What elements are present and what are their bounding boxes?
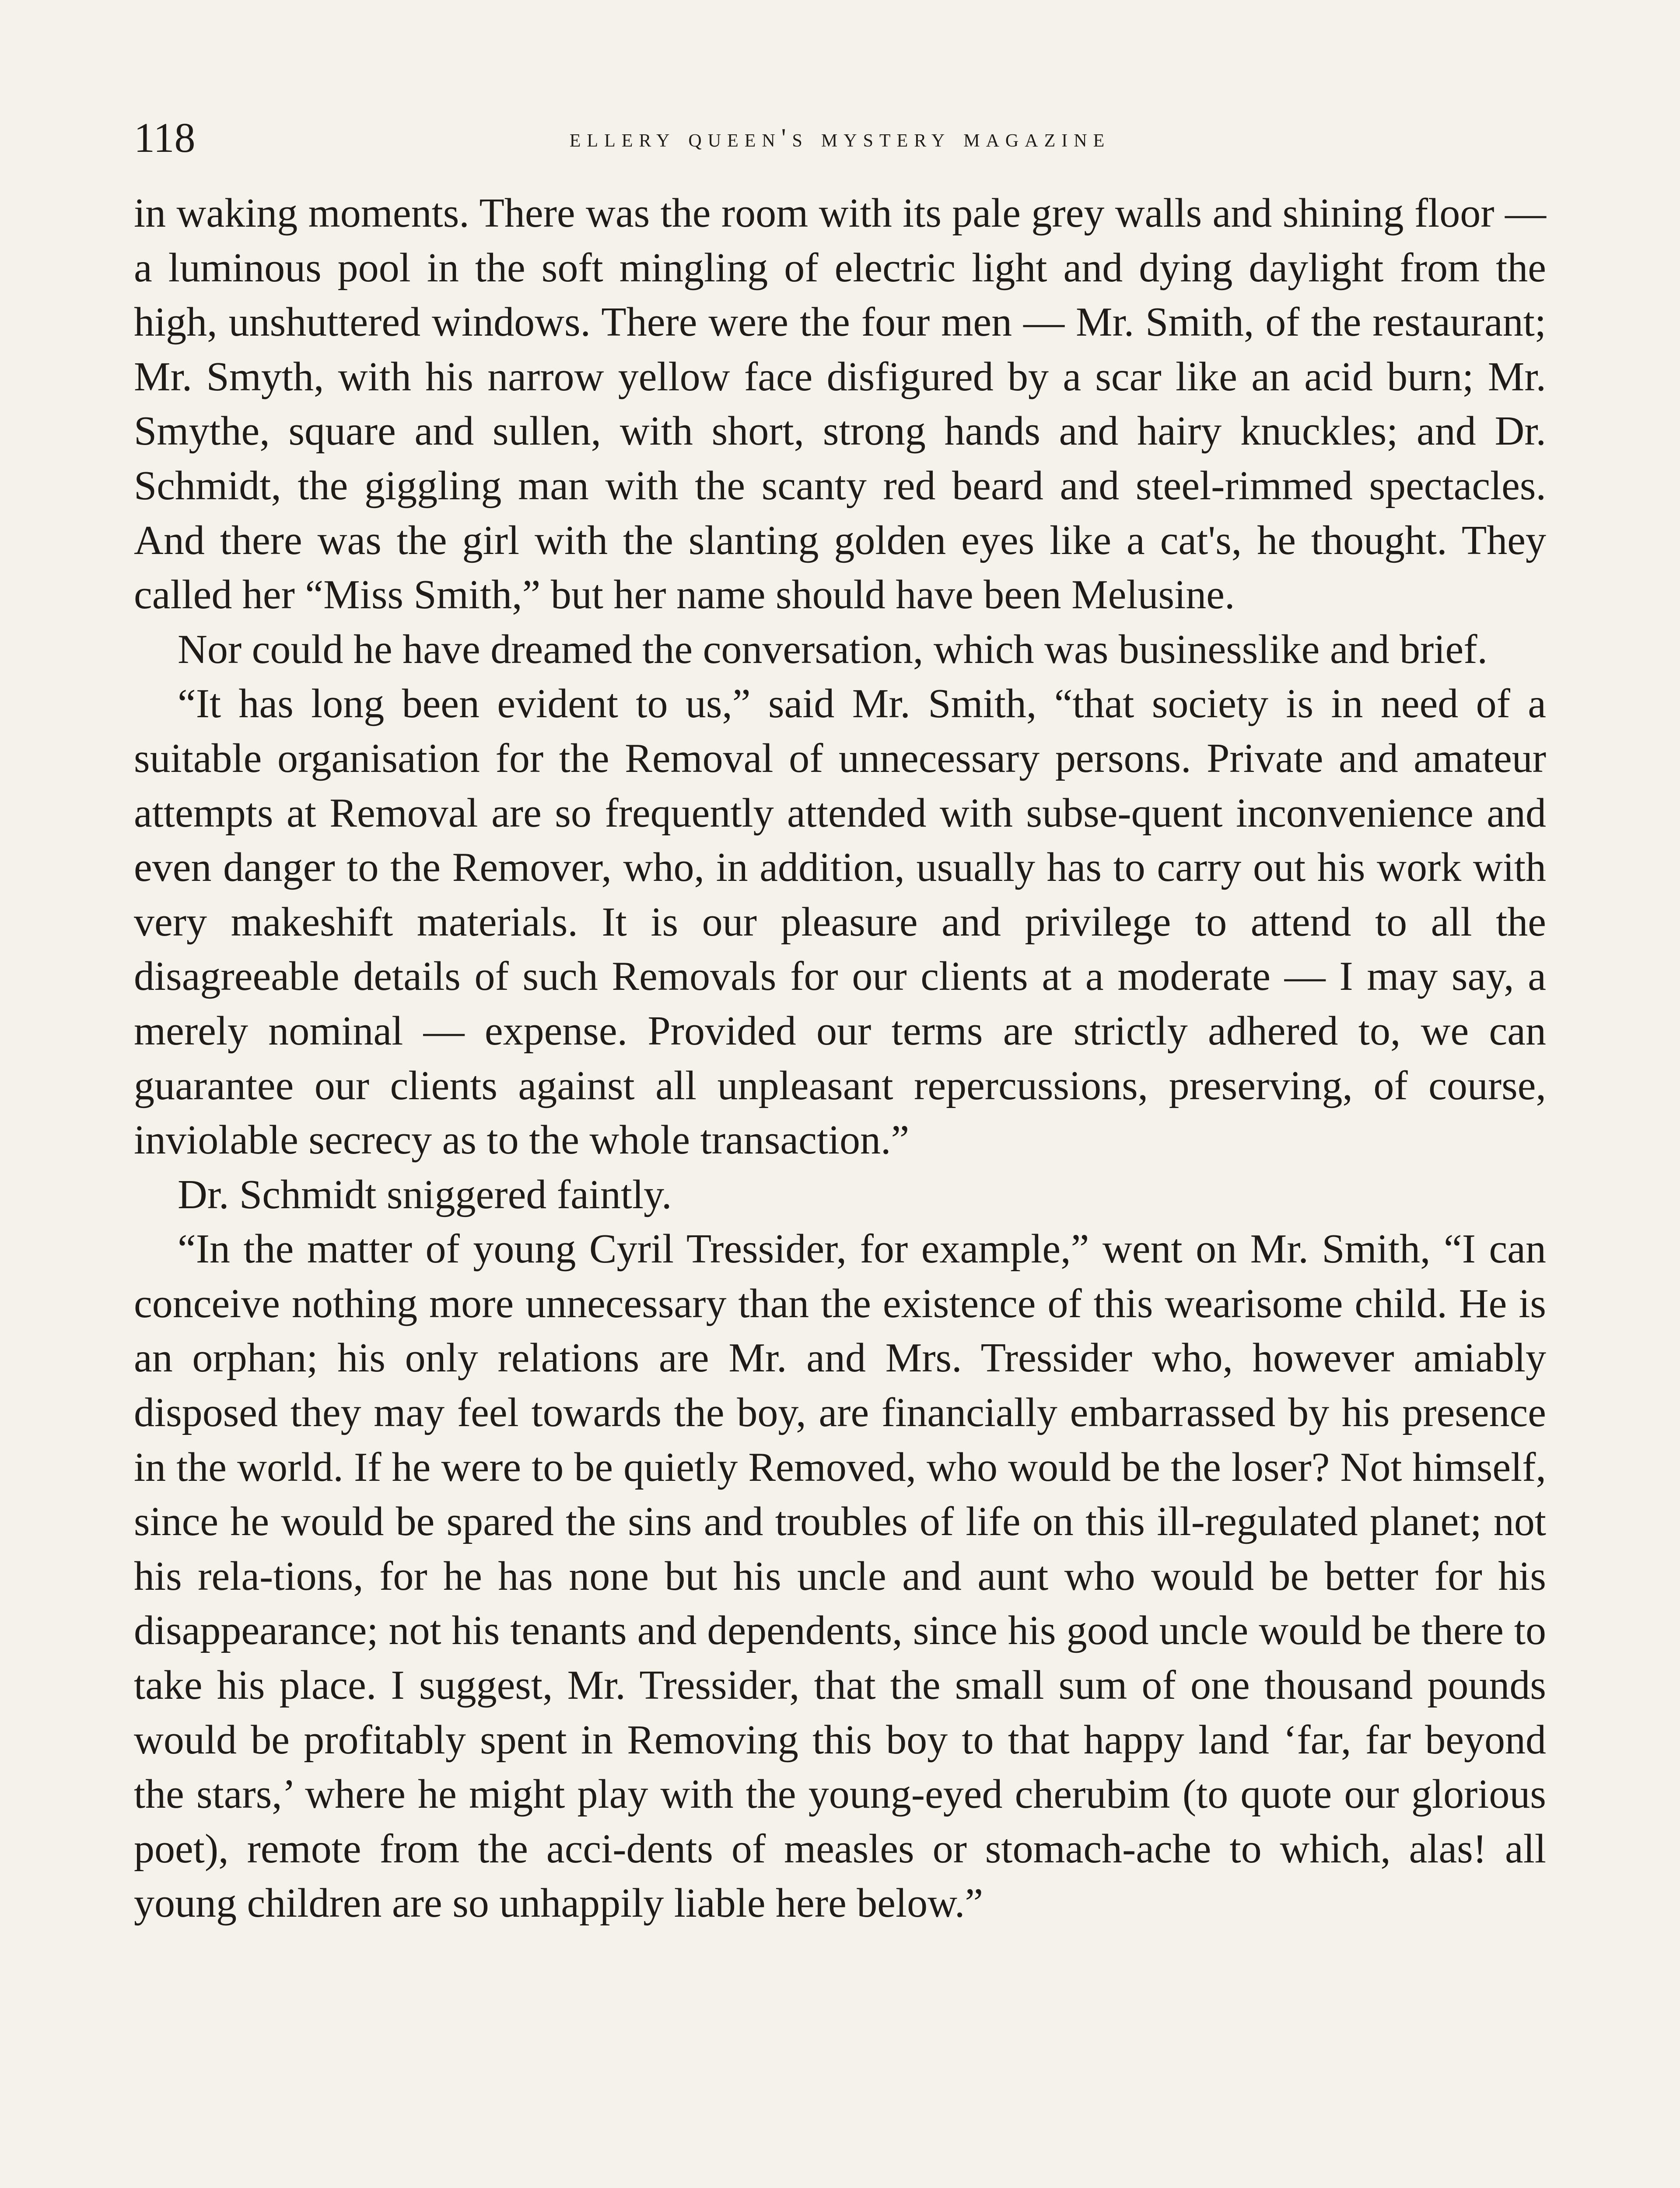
paragraph: “In the matter of young Cyril Tressider, for example,” went on Mr. Smith, “I can conceive nothing more unnecessary than the existence of this wearisome child. He is an orphan; his only relations are Mr. and Mrs. Tressider who, however amiably disposed they may feel towards the boy, are financially embarrassed by his presence in the world. If he were to be quietly Removed, who would be the loser? Not himself, since he would be spared the sins and troubles of life on this ill-regulated planet; not his rela-tions, for he has none but his uncle and aunt who would be better for his disappearance; not his tenants and dependents, since his good uncle would be there to take his place. I suggest, Mr. Tressider, that the small sum of one thousand pounds would be profitably spent in Removing this boy to that happy land ‘far, far beyond the stars,’ where he might play with the young-eyed cherubim (to quote our glorious poet), remote from the acci-dents of measles or stomach-ache to which, alas! all young children are so unhappily liable here below.” (134, 1226, 1546, 1926)
magazine-title: ellery queen's mystery magazine (569, 123, 1111, 152)
paragraph: in waking moments. There was the room with its pale grey walls and shining floor — a luminous pool in the soft mingling of electric light and dying daylight from the high, unshuttered windows. There were the four men — Mr. Smith, of the restaurant; Mr. Smyth, with his narrow yellow face disfigured by a scar like an acid burn; Mr. Smythe, square and sullen, with short, strong hands and hairy knuckles; and Dr. Schmidt, the giggling man with the scanty red beard and steel-rimmed spectacles. And there was the girl with the slanting golden eyes like a cat's, he thought. They called her “Miss Smith,” but her name should have been Melusine. (134, 190, 1546, 618)
page-number: 118 (134, 114, 196, 161)
paragraph: Nor could he have dreamed the conversation, which was businesslike and brief. (178, 626, 1488, 672)
paragraph: “It has long been evident to us,” said Mr. Smith, “that society is in need of a suitable organisation for the Removal of unnecessary persons. Private and amateur attempts at Removal are so frequently attended with subse-quent inconvenience and even danger to the Remover, who, in addition, usually has to carry out his work with very makeshift materials. It is our pleasure and privilege to attend to all the disagreeable details of such Removals for our clients at a moderate — I may say, a merely nominal — expense. Provided our terms are strictly adhered to, we can guarantee our clients against all unpleasant repercussions, preserving, of course, inviolable secrecy as to the whole transaction.” (134, 681, 1546, 1163)
running-head (134, 109, 1546, 166)
paragraph: Dr. Schmidt sniggered faintly. (178, 1171, 672, 1217)
story-text (134, 186, 1546, 1931)
